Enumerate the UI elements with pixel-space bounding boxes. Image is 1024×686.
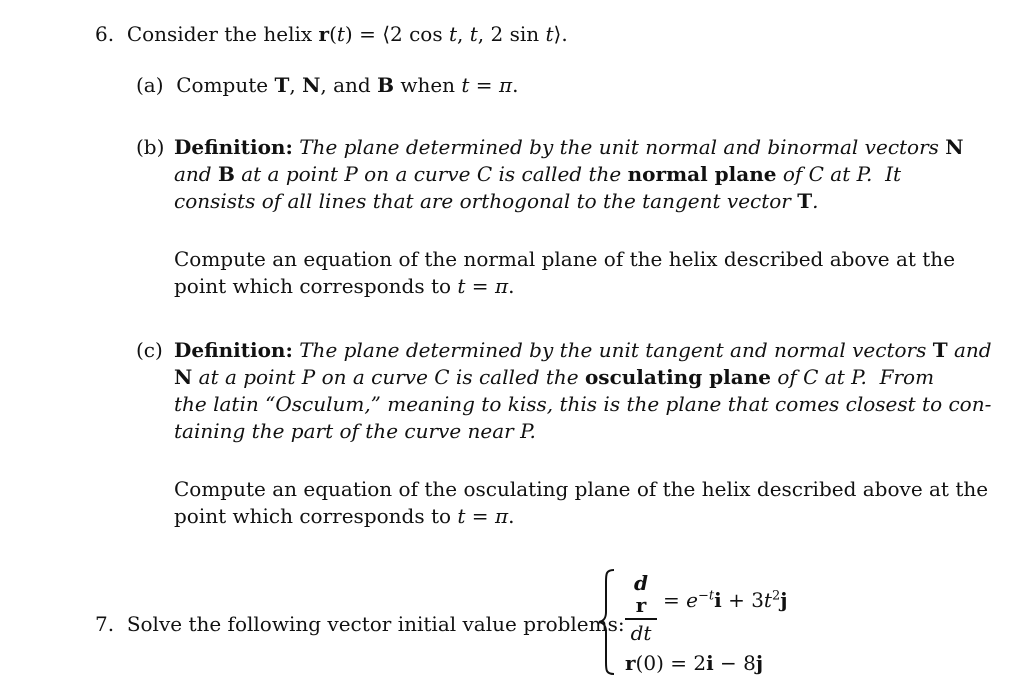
equation-1-rhs: = $e^{-t}i + 3t^2j$ [663, 588, 788, 612]
part-b-label: (b) [136, 135, 165, 159]
part-c-label: (c) [136, 338, 163, 362]
part-a-text: Compute T, N, and B when t = π. [176, 73, 519, 97]
problem-7-text: Solve the following vector initial value problems: [126, 612, 625, 636]
part-b-definition-line-2: and B at a point P on a curve C is called the normal plane of C at P. It [174, 162, 902, 186]
part-b-definition-line-1: Definition: The plane determined by the unit normal and binormal vectors N [174, 135, 964, 159]
derivative-fraction [625, 572, 657, 644]
equation-2: r(0) = 2i − 8j [625, 651, 764, 675]
part-c-definition-line-2: N at a point P on a curve C is called the osculating plane of C at P. From [174, 365, 935, 389]
problem-7 [95, 611, 625, 638]
fraction-numerator: d r [634, 571, 648, 617]
problem-6-number: 6. [95, 22, 115, 46]
part-b-task-line-2: point which corresponds to t = π. [174, 274, 515, 298]
problem-6-intro-text: Consider the helix r(t) = ⟨2 cos t, t, 2 sin t⟩. [126, 22, 568, 46]
fraction-denominator: dt [630, 620, 652, 645]
part-a-label: (a) [136, 73, 164, 97]
part-b-definition-line-3: consists of all lines that are orthogonal to the tangent vector T. [174, 189, 819, 213]
part-c-task-line-2: point which corresponds to t = π. [174, 504, 515, 528]
part-c-definition-line-4: taining the part of the curve near P. [174, 419, 536, 443]
left-brace-icon [596, 568, 618, 676]
part-b-task-line-1: Compute an equation of the normal plane of the helix described above at the [174, 247, 956, 271]
problem-7-number: 7. [95, 612, 115, 636]
problem-6-intro [95, 21, 568, 48]
part-c-task-line-1: Compute an equation of the osculating plane of the helix described above at the [174, 477, 989, 501]
part-c-definition-line-3: the latin “Osculum,” meaning to kiss, this is the plane that comes closest to con- [174, 392, 992, 416]
part-a [136, 72, 518, 99]
part-c-definition-line-1: Definition: The plane determined by the unit tangent and normal vectors T and [174, 338, 992, 362]
